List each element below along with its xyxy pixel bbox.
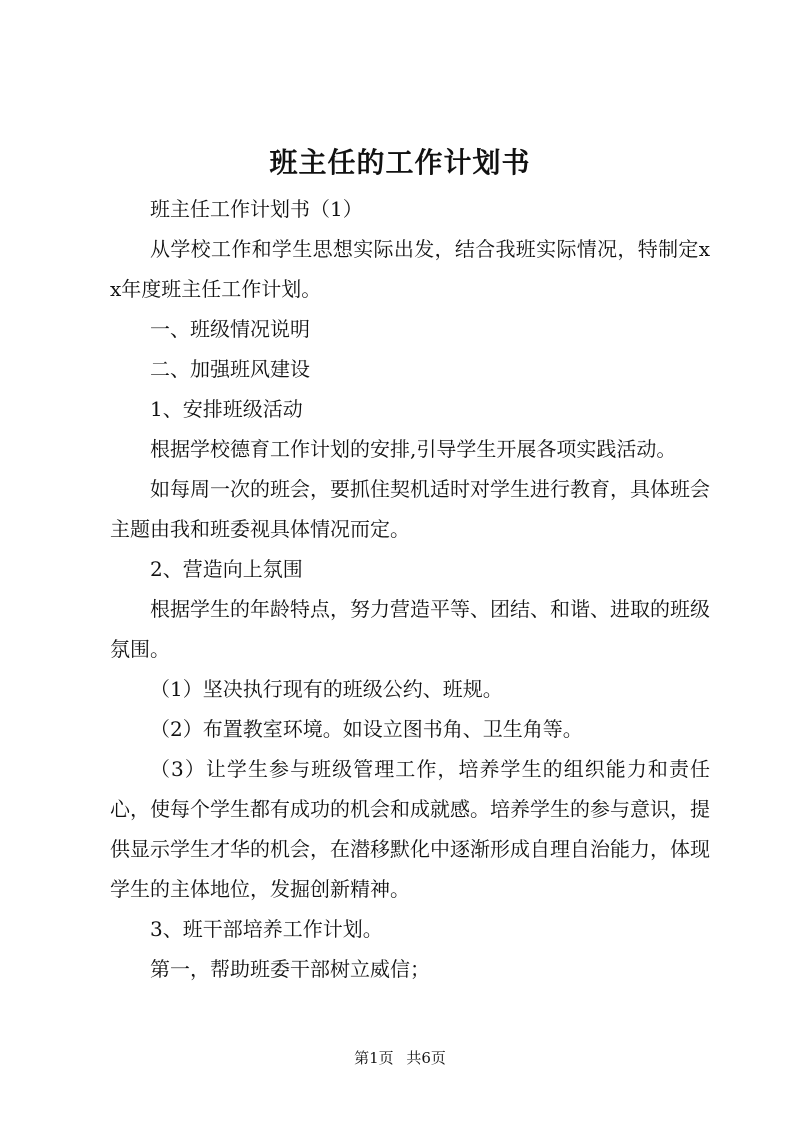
heading-atmosphere: 2、营造向上氛围 [150, 557, 303, 581]
heading-activities: 1、安排班级活动 [150, 397, 303, 421]
paragraph-activities: 根据学校德育工作计划的安排,引导学生开展各项实践活动。 [150, 437, 677, 461]
list-item-2: （2）布置教室环境。如设立图书角、卫生角等。 [150, 717, 583, 741]
paragraph-atmosphere: 根据学生的年龄特点，努力营造平等、团结、和谐、进取的班级氛围。 [110, 597, 710, 661]
document-body [110, 189, 710, 989]
document-title: 班主任的工作计划书 [269, 146, 531, 179]
paragraph-subtitle: 班主任工作计划书（1） [150, 197, 363, 221]
paragraph-first: 第一，帮助班委干部树立威信； [150, 957, 430, 981]
heading-cadre-training: 3、班干部培养工作计划。 [150, 917, 383, 941]
list-item-1: （1）坚决执行现有的班级公约、班规。 [150, 677, 503, 701]
heading-class-situation: 一、班级情况说明 [150, 317, 310, 341]
page-footer [0, 1048, 800, 1068]
page-total: 共6页 [406, 1049, 446, 1067]
heading-class-style: 二、加强班风建设 [150, 357, 310, 381]
list-item-3: （3）让学生参与班级管理工作，培养学生的组织能力和责任心，使每个学生都有成功的机会和成就感。培养学生的参与意识，提供显示学生才华的机会，在潜移默化中逐渐形成自理自治能力，体现学生的主体地位，发掘创新精神。 [110, 757, 710, 901]
paragraph-class-meeting: 如每周一次的班会，要抓住契机适时对学生进行教育，具体班会主题由我和班委视具体情况而定。 [110, 477, 710, 541]
page-number: 第1页 [354, 1049, 394, 1067]
paragraph-intro: 从学校工作和学生思想实际出发，结合我班实际情况，特制定xx年度班主任工作计划。 [110, 237, 710, 301]
